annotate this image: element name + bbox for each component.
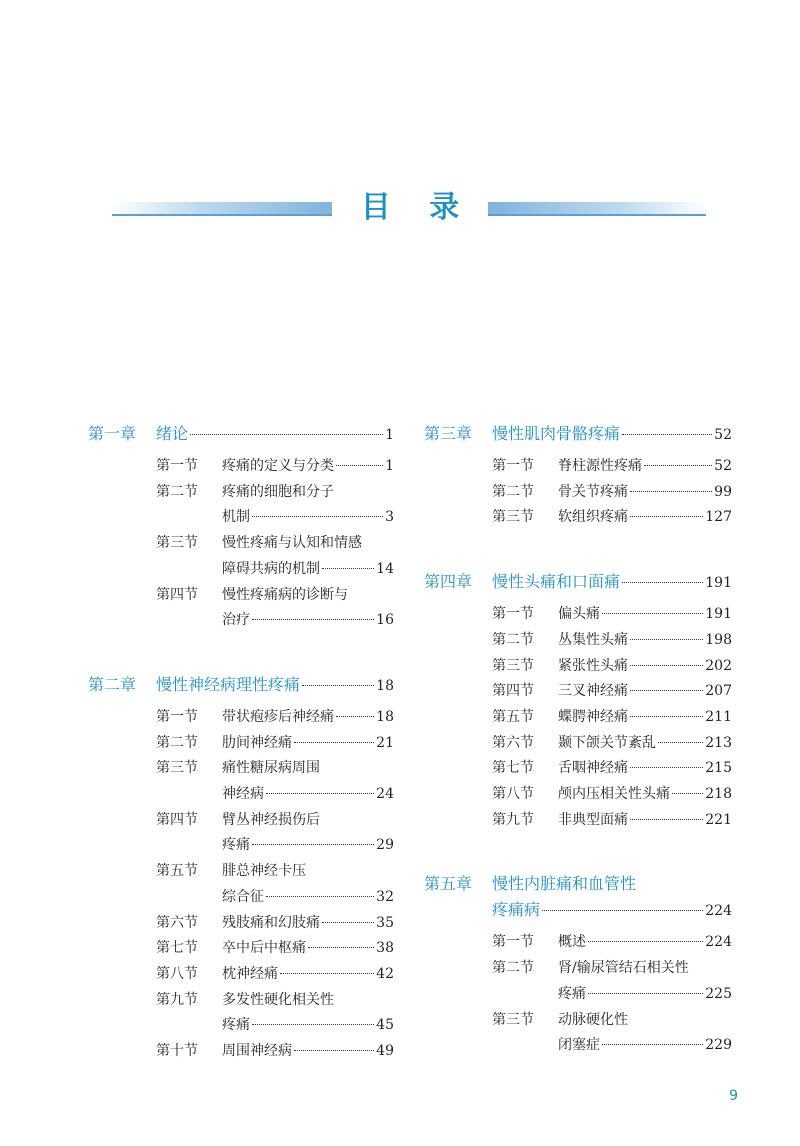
section-title-cont: 闭塞症 [558, 1037, 600, 1054]
section-title: 软组织疼痛 [558, 509, 628, 526]
leader-dots [266, 793, 374, 794]
section-page: 229 [705, 1037, 732, 1054]
section-title-cont: 疼痛 [222, 837, 250, 854]
leader-dots [302, 685, 374, 686]
section-title: 三叉神经痛 [558, 683, 628, 700]
section-number: 第一节 [492, 606, 534, 623]
section-title: 疼痛的细胞和分子 [222, 483, 334, 500]
section-page: 21 [376, 734, 394, 751]
toc-chapter [424, 871, 732, 1059]
toc-chapter [88, 421, 394, 634]
section-entry[interactable] [424, 480, 732, 506]
section-page: 35 [376, 914, 394, 931]
leader-dots [336, 716, 374, 717]
section-number: 第四节 [492, 683, 534, 700]
section-entry[interactable] [424, 679, 732, 705]
leader-dots [602, 613, 703, 614]
section-entry[interactable] [424, 1008, 732, 1034]
section-title: 疼痛的定义与分类 [222, 458, 334, 474]
section-title-cont: 疼痛 [558, 985, 586, 1002]
section-title-cont: 机制 [222, 509, 250, 526]
toc-chapter [424, 569, 732, 833]
leader-dots [252, 619, 374, 620]
toc-right-column [424, 421, 732, 1059]
section-entry-continuation[interactable] [88, 833, 394, 859]
section-number: 第六节 [156, 914, 198, 931]
chapter-entry[interactable] [424, 871, 732, 924]
chapter-number: 第五章 [424, 874, 473, 894]
section-number: 第二节 [156, 483, 198, 500]
section-page: 29 [376, 837, 394, 854]
leader-dots [630, 491, 712, 492]
section-number: 第七节 [492, 760, 534, 777]
section-number: 第六节 [492, 734, 534, 751]
section-number: 第五节 [492, 708, 534, 725]
leader-dots [294, 1050, 374, 1051]
chapter-page: 18 [376, 677, 394, 694]
page-title: 目 录 [360, 190, 474, 225]
section-number: 第四节 [156, 811, 198, 828]
chapter-gap [88, 634, 394, 672]
section-entry-continuation[interactable] [88, 608, 394, 634]
section-list [88, 454, 394, 634]
section-entry[interactable] [88, 936, 394, 962]
section-number: 第二节 [492, 960, 534, 977]
section-page: 202 [705, 657, 732, 674]
leader-dots [280, 973, 374, 974]
chapter-number: 第三章 [424, 424, 473, 443]
section-title: 枕神经痛 [222, 965, 278, 982]
leader-dots [658, 742, 703, 743]
section-title-cont: 障碍共病的机制 [222, 560, 320, 577]
section-title: 肾/输尿管结石相关性 [558, 960, 689, 977]
section-entry[interactable] [88, 756, 394, 782]
section-page: 38 [376, 940, 394, 957]
title-decoration-left [112, 202, 332, 216]
leader-dots [630, 767, 703, 768]
leader-dots [630, 819, 703, 820]
chapter-number: 第一章 [88, 424, 137, 443]
section-entry[interactable] [88, 705, 394, 731]
leader-dots [190, 434, 383, 435]
section-title: 臂丛神经损伤后 [222, 811, 320, 828]
section-number: 第三节 [492, 657, 534, 674]
leader-dots [630, 665, 703, 666]
chapter-number: 第二章 [88, 674, 137, 694]
section-title: 颞下颌关节紊乱 [558, 734, 656, 751]
section-number: 第七节 [156, 940, 198, 957]
leader-dots [266, 896, 374, 897]
section-title: 多发性硬化相关性 [222, 991, 334, 1008]
section-entry-continuation[interactable] [88, 505, 394, 531]
section-page: 224 [705, 934, 732, 951]
section-entry-continuation[interactable] [424, 1033, 732, 1059]
section-entry[interactable] [424, 454, 732, 480]
chapter-title: 慢性头痛和口面痛 [492, 572, 621, 592]
leader-dots [672, 793, 703, 794]
leader-dots [630, 639, 703, 640]
leader-dots [644, 465, 712, 466]
section-page: 3 [385, 509, 394, 526]
section-entry[interactable] [88, 531, 394, 557]
section-page: 211 [705, 708, 732, 725]
chapter-gap [424, 833, 732, 871]
chapter-heading-line [424, 871, 732, 897]
section-title: 动脉硬化性 [558, 1011, 628, 1028]
section-number: 第三节 [156, 760, 198, 777]
section-entry[interactable] [424, 956, 732, 982]
section-number: 第九节 [492, 811, 534, 828]
leader-dots [322, 568, 374, 569]
chapter-page: 224 [705, 903, 732, 920]
section-page: 52 [714, 458, 732, 474]
leader-dots [630, 716, 703, 717]
section-entry[interactable] [88, 454, 394, 480]
section-page: 207 [705, 683, 732, 700]
leader-dots [622, 434, 712, 435]
section-entry[interactable] [88, 731, 394, 757]
chapter-title: 绪论 [156, 424, 189, 443]
section-entry[interactable] [424, 731, 732, 757]
chapter-entry[interactable] [88, 421, 394, 448]
section-number: 第五节 [156, 863, 198, 880]
section-number: 第八节 [492, 786, 534, 803]
section-number: 第三节 [492, 1011, 534, 1028]
section-list [424, 930, 732, 1059]
section-number: 第一节 [156, 458, 198, 474]
section-entry-continuation[interactable] [424, 982, 732, 1008]
section-page: 1 [385, 458, 394, 474]
section-page: 127 [705, 509, 732, 526]
section-page: 221 [705, 811, 732, 828]
section-entry-continuation[interactable] [88, 885, 394, 911]
chapter-entry[interactable] [88, 672, 394, 699]
section-entry-continuation[interactable] [88, 557, 394, 583]
section-title-cont: 治疗 [222, 612, 250, 629]
section-title: 肋间神经痛 [222, 734, 292, 751]
section-page: 24 [376, 786, 394, 803]
section-title: 紧张性头痛 [558, 657, 628, 674]
section-title: 舌咽神经痛 [558, 760, 628, 777]
section-title: 慢性疼痛病的诊断与 [222, 586, 348, 603]
section-entry[interactable] [424, 930, 732, 956]
toc-left-column [88, 421, 394, 1065]
section-page: 45 [376, 1017, 394, 1034]
section-list [88, 705, 394, 1065]
leader-dots [542, 910, 703, 911]
section-title: 带状疱疹后神经痛 [222, 708, 334, 725]
section-title: 偏头痛 [558, 606, 600, 623]
leader-dots [588, 993, 703, 994]
section-entry-continuation[interactable] [88, 1013, 394, 1039]
section-title: 脊柱源性疼痛 [558, 458, 642, 474]
section-number: 第四节 [156, 586, 198, 603]
section-entry[interactable] [424, 705, 732, 731]
section-entry[interactable] [424, 654, 732, 680]
chapter-entry[interactable] [424, 569, 732, 596]
section-number: 第九节 [156, 991, 198, 1008]
toc-header [0, 188, 800, 228]
section-title: 骨关节疼痛 [558, 483, 628, 500]
section-title: 卒中后中枢痛 [222, 940, 306, 957]
section-entry[interactable] [88, 1039, 394, 1065]
title-decoration-right [488, 202, 706, 216]
section-entry[interactable] [424, 782, 732, 808]
toc-chapter [88, 672, 394, 1065]
chapter-title-cont: 疼痛病 [492, 900, 541, 920]
section-entry[interactable] [88, 962, 394, 988]
section-entry[interactable] [424, 628, 732, 654]
section-page: 14 [376, 560, 394, 577]
section-page: 49 [376, 1043, 394, 1060]
page-number: 9 [729, 1088, 738, 1104]
section-title: 痛性糖尿病周围 [222, 760, 320, 777]
section-entry[interactable] [424, 602, 732, 628]
chapter-title: 慢性神经病理性疼痛 [156, 674, 301, 694]
chapter-gap [424, 531, 732, 569]
section-number: 第一节 [156, 708, 198, 725]
section-entry-continuation[interactable] [88, 782, 394, 808]
section-page: 99 [714, 483, 732, 500]
section-entry[interactable] [88, 480, 394, 506]
section-page: 218 [705, 786, 732, 803]
section-number: 第二节 [492, 631, 534, 648]
chapter-entry[interactable] [424, 421, 732, 448]
chapter-number: 第四章 [424, 572, 473, 592]
section-page: 16 [376, 612, 394, 629]
section-number: 第二节 [156, 734, 198, 751]
section-number: 第三节 [492, 509, 534, 526]
chapter-page: 1 [385, 427, 394, 443]
section-number: 第八节 [156, 965, 198, 982]
section-title: 概述 [558, 934, 586, 951]
section-title: 非典型面痛 [558, 811, 628, 828]
toc-chapter [424, 421, 732, 531]
section-number: 第十节 [156, 1043, 198, 1060]
leader-dots [252, 1024, 374, 1025]
leader-dots [252, 516, 383, 517]
section-title: 慢性疼痛与认知和情感 [222, 535, 362, 552]
section-entry[interactable] [424, 808, 732, 834]
section-entry[interactable] [88, 911, 394, 937]
leader-dots [252, 844, 374, 845]
section-title-cont: 疼痛 [222, 1017, 250, 1034]
section-list [424, 602, 732, 833]
section-title: 颅内压相关性头痛 [558, 786, 670, 803]
chapter-title: 慢性肌肉骨骼疼痛 [492, 424, 621, 443]
chapter-page: 191 [705, 575, 732, 592]
section-page: 191 [705, 606, 732, 623]
section-entry[interactable] [88, 808, 394, 834]
section-number: 第一节 [492, 934, 534, 951]
section-number: 第二节 [492, 483, 534, 500]
section-number: 第一节 [492, 458, 534, 474]
section-entry[interactable] [88, 988, 394, 1014]
section-title: 周围神经病 [222, 1043, 292, 1060]
section-title: 丛集性头痛 [558, 631, 628, 648]
section-entry[interactable] [424, 505, 732, 531]
section-page: 215 [705, 760, 732, 777]
leader-dots [602, 1044, 703, 1045]
section-title-cont: 综合征 [222, 888, 264, 905]
section-title: 蝶腭神经痛 [558, 708, 628, 725]
section-list [424, 454, 732, 531]
section-entry[interactable] [88, 583, 394, 609]
leader-dots [294, 742, 374, 743]
chapter-title: 慢性内脏痛和血管性 [492, 874, 637, 894]
leader-dots [308, 947, 374, 948]
section-page: 213 [705, 734, 732, 751]
leader-dots [588, 941, 703, 942]
section-page: 42 [376, 965, 394, 982]
chapter-page: 52 [714, 427, 732, 443]
leader-dots [630, 516, 703, 517]
section-page: 198 [705, 631, 732, 648]
section-page: 225 [705, 985, 732, 1002]
leader-dots [336, 465, 383, 466]
section-title: 腓总神经卡压 [222, 863, 306, 880]
section-title-cont: 神经病 [222, 786, 264, 803]
section-number: 第三节 [156, 535, 198, 552]
chapter-heading-continuation [424, 897, 732, 924]
section-entry[interactable] [88, 859, 394, 885]
section-page: 18 [376, 708, 394, 725]
section-title: 残肢痛和幻肢痛 [222, 914, 320, 931]
leader-dots [630, 690, 703, 691]
section-page: 32 [376, 888, 394, 905]
section-entry[interactable] [424, 756, 732, 782]
leader-dots [622, 582, 703, 583]
leader-dots [322, 922, 374, 923]
